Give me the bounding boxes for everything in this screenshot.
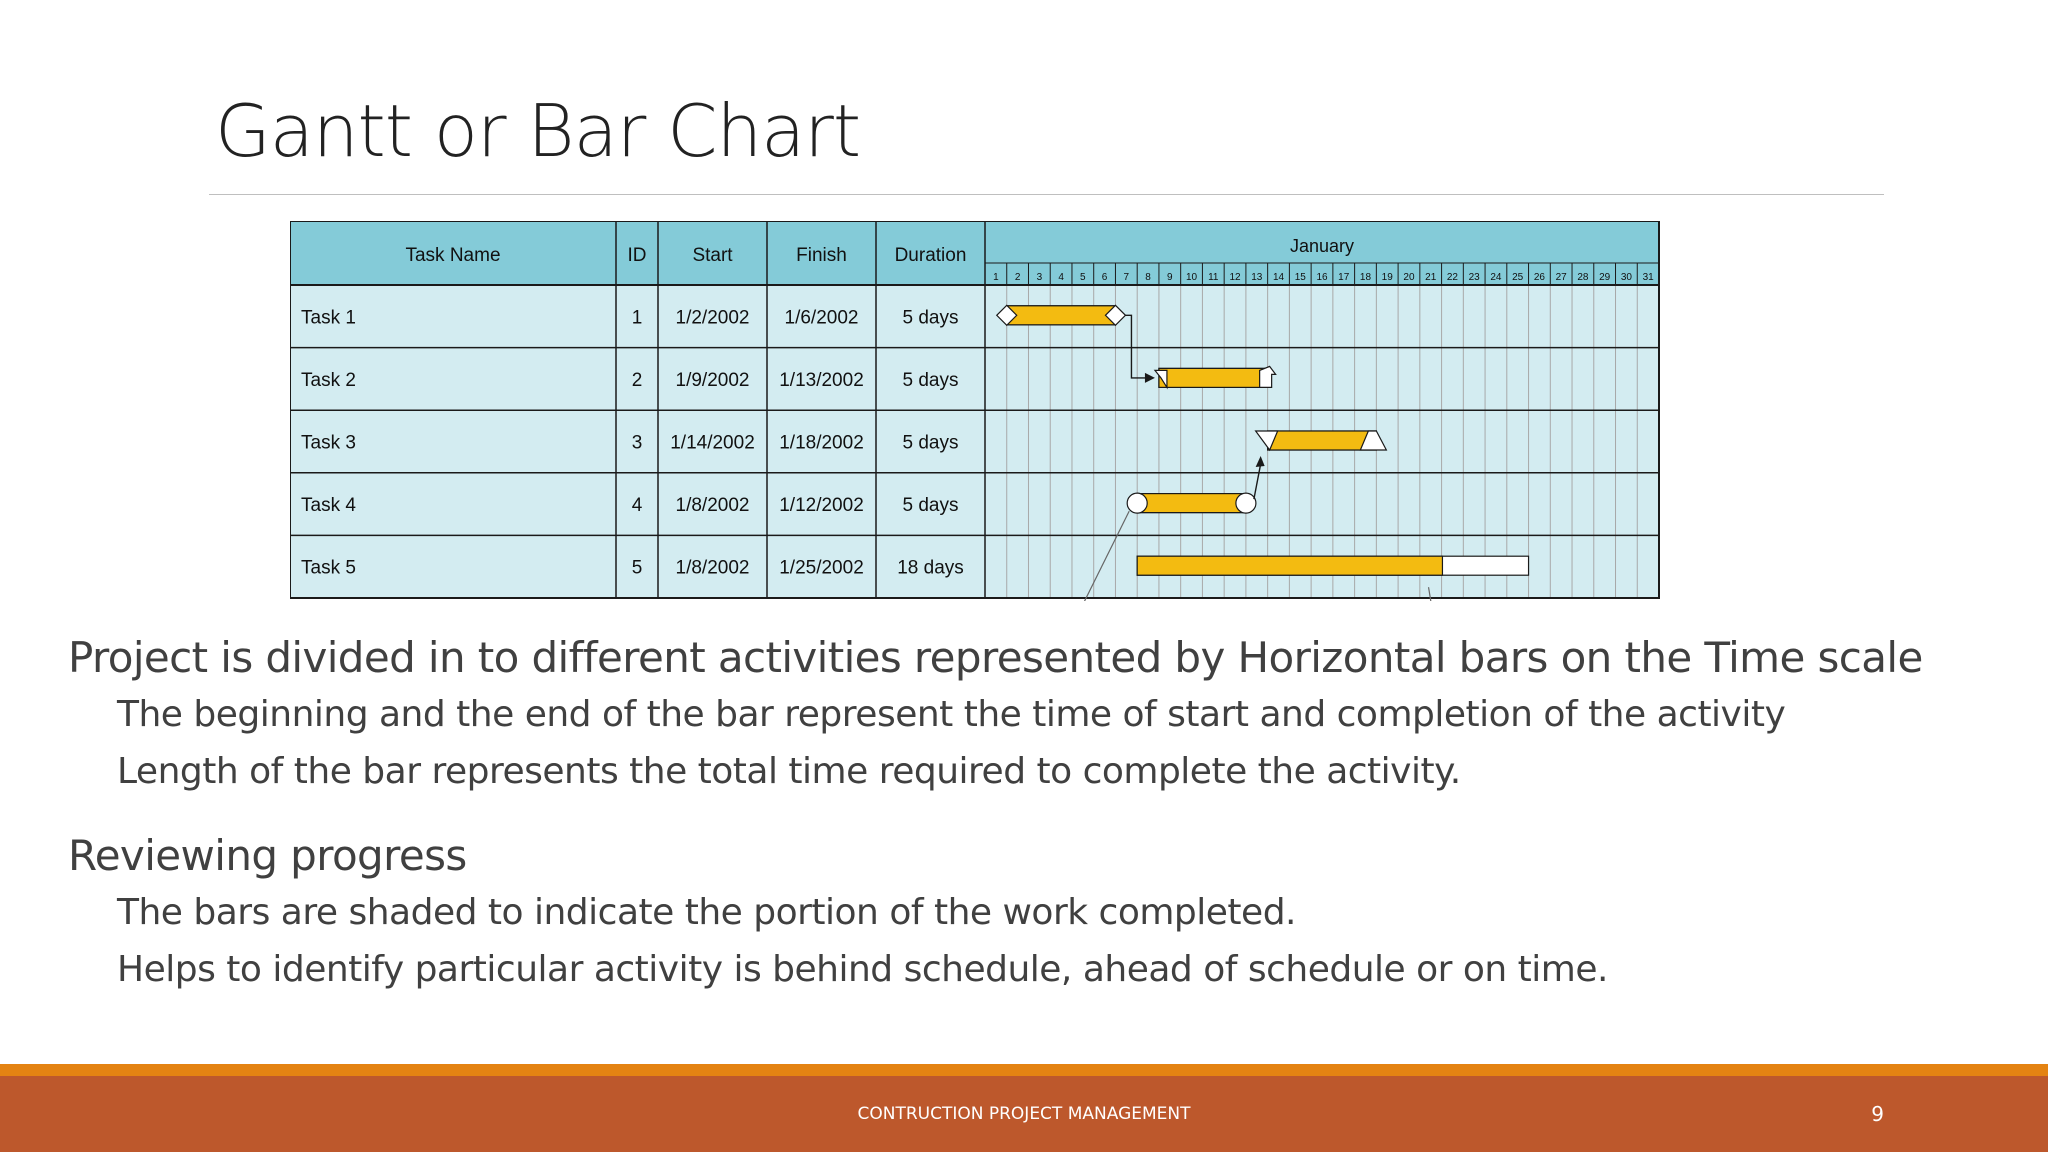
task-start-cell: 1/8/2002 — [675, 557, 750, 579]
task-name-cell: Task 1 — [301, 307, 356, 329]
bullet-reviewing-progress: Reviewing progress — [68, 831, 467, 880]
sub-bullet-schedule: Helps to identify particular activity is behind schedule, ahead of schedule or on time. — [117, 949, 1608, 990]
sub-bullet-bar-length: Length of the bar represents the total time required to complete the activity. — [117, 751, 1461, 792]
task-name-cell: Task 2 — [301, 369, 356, 391]
task-duration-cell: 18 days — [897, 557, 964, 579]
page-number: 9 — [1871, 1102, 1884, 1126]
bar-end-marker — [1127, 493, 1147, 513]
timeline-month-label: January — [1289, 236, 1355, 256]
column-header: Task Name — [405, 245, 501, 266]
day-tick-label: 18 — [1359, 272, 1372, 283]
task-start-cell: 1/8/2002 — [675, 495, 750, 517]
day-tick-label: 24 — [1490, 272, 1502, 283]
footer-title: CONTRUCTION PROJECT MANAGEMENT — [857, 1104, 1191, 1124]
bullet-time-scale: Project is divided in to different activities represented by Horizontal bars on the Time scale — [68, 633, 1923, 682]
day-tick-label: 23 — [1468, 272, 1480, 283]
task-id-cell: 2 — [631, 369, 643, 391]
day-tick-label: 5 — [1080, 272, 1086, 283]
day-tick-label: 4 — [1058, 272, 1064, 283]
slide-body — [68, 630, 2028, 998]
day-tick-label: 25 — [1512, 272, 1524, 283]
task-duration-cell: 5 days — [902, 432, 959, 454]
day-tick-label: 21 — [1425, 272, 1437, 283]
day-tick-label: 8 — [1145, 272, 1151, 283]
gantt-chart — [290, 221, 1661, 601]
task-finish-cell: 1/18/2002 — [779, 432, 864, 454]
table-body-background — [290, 285, 1659, 598]
day-tick-label: 3 — [1036, 272, 1043, 283]
day-tick-label: 15 — [1294, 272, 1306, 283]
task-bar-completed — [1159, 368, 1268, 387]
day-tick-label: 14 — [1272, 272, 1285, 283]
task-duration-cell: 5 days — [902, 307, 959, 329]
day-tick-label: 11 — [1208, 272, 1219, 283]
bar-end-marker — [1236, 493, 1256, 513]
day-tick-label: 16 — [1316, 272, 1328, 283]
day-tick-label: 20 — [1403, 272, 1415, 283]
day-tick-label: 19 — [1381, 272, 1393, 283]
day-tick-label: 30 — [1620, 272, 1632, 283]
column-header: Finish — [796, 245, 847, 266]
day-tick-label: 27 — [1555, 272, 1567, 283]
day-tick-label: 13 — [1251, 272, 1263, 283]
day-tick-label: 9 — [1167, 272, 1173, 283]
day-tick-label: 29 — [1599, 272, 1611, 283]
task-finish-cell: 1/12/2002 — [779, 495, 864, 517]
task-finish-cell: 1/13/2002 — [779, 369, 864, 391]
task-name-cell: Task 4 — [301, 495, 356, 517]
task-finish-cell: 1/6/2002 — [784, 307, 859, 329]
task-duration-cell: 5 days — [902, 369, 959, 391]
sub-bullet-start-end: The beginning and the end of the bar represent the time of start and completion of the activity — [117, 694, 1786, 735]
day-tick-label: 28 — [1577, 272, 1589, 283]
task-bar-completed — [1137, 494, 1246, 513]
day-tick-label: 22 — [1446, 272, 1459, 283]
title-divider — [209, 194, 1884, 195]
task-start-cell: 1/2/2002 — [675, 307, 750, 329]
task-id-cell: 4 — [631, 495, 643, 517]
day-tick-label: 17 — [1338, 272, 1350, 283]
task-name-cell: Task 3 — [301, 432, 356, 454]
day-tick-label: 31 — [1642, 272, 1654, 283]
task-finish-cell: 1/25/2002 — [779, 557, 864, 579]
task-duration-cell: 5 days — [902, 495, 959, 517]
task-bar-completed — [1137, 556, 1442, 575]
column-header: Duration — [894, 245, 967, 266]
task-bar-completed — [1268, 431, 1377, 450]
day-tick-label: 26 — [1533, 272, 1545, 283]
day-tick-label: 1 — [993, 272, 999, 283]
slide-title: Gantt or Bar Chart — [215, 89, 861, 173]
task-bar-completed — [1007, 306, 1116, 325]
task-id-cell: 3 — [631, 432, 643, 454]
column-header: Start — [692, 245, 733, 266]
day-tick-label: 10 — [1185, 272, 1198, 283]
day-tick-label: 7 — [1123, 272, 1130, 283]
bullet-spacer — [68, 800, 2028, 828]
sub-bullet-shading: The bars are shaded to indicate the portion of the work completed. — [117, 892, 1296, 933]
column-header: ID — [627, 245, 647, 266]
footer-accent-stripe — [0, 1064, 2048, 1076]
task-name-cell: Task 5 — [301, 557, 356, 579]
day-tick-label: 6 — [1101, 272, 1108, 283]
day-tick-label: 2 — [1014, 272, 1021, 283]
task-start-cell: 1/9/2002 — [675, 369, 750, 391]
day-tick-label: 12 — [1229, 272, 1241, 283]
task-id-cell: 5 — [631, 557, 643, 579]
task-id-cell: 1 — [631, 307, 643, 329]
task-start-cell: 1/14/2002 — [670, 432, 755, 454]
